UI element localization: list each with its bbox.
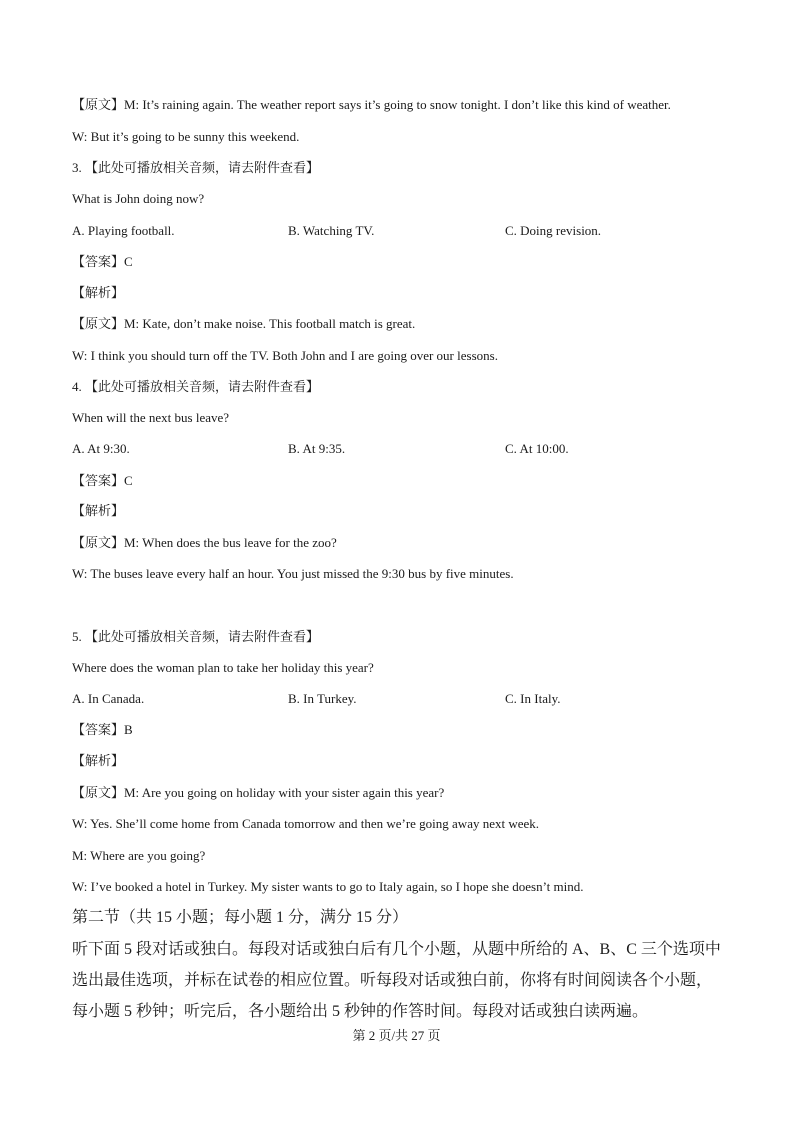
analysis-label: 【解析】 bbox=[72, 285, 125, 300]
instruction-line: 选出最佳选项，并标在试卷的相应位置。听每段对话或独白前，你将有时间阅读各个小题， bbox=[72, 972, 713, 989]
answer-line: 【答案】B bbox=[72, 722, 133, 737]
option-b: B. Watching TV. bbox=[288, 223, 375, 238]
transcript-line: 【原文】M: Kate, don’t make noise. This football match is great. bbox=[72, 316, 416, 331]
analysis-label: 【解析】 bbox=[72, 503, 125, 518]
transcript-line: M: Where are you going? bbox=[72, 848, 206, 863]
page-number: 第 2 页/共 27 页 bbox=[352, 1028, 441, 1043]
transcript-line: W: But it’s going to be sunny this weekend. bbox=[72, 129, 300, 144]
option-b: B. At 9:35. bbox=[288, 441, 346, 456]
option-a: A. Playing football. bbox=[72, 223, 175, 238]
transcript-line: W: The buses leave every half an hour. You just missed the 9:30 bus by five minutes. bbox=[72, 566, 514, 581]
option-b: B. In Turkey. bbox=[288, 691, 357, 706]
question-text: Where does the woman plan to take her holiday this year? bbox=[72, 660, 374, 675]
transcript-line: W: Yes. She’ll come home from Canada tomorrow and then we’re going away next week. bbox=[72, 816, 540, 831]
answer-line: 【答案】C bbox=[72, 254, 133, 269]
instruction-line: 每小题 5 秒钟；听完后，各小题给出 5 秒钟的作答时间。每段对话或独白读两遍。 bbox=[72, 1003, 649, 1020]
option-a: A. In Canada. bbox=[72, 691, 145, 706]
question-header: 5. 【此处可播放相关音频，请去附件查看】 bbox=[72, 629, 320, 644]
answer-line: 【答案】C bbox=[72, 473, 133, 488]
transcript-line: 【原文】M: It’s raining again. The weather report says it’s going to snow tonight. I don’t like this kind of weather. bbox=[72, 97, 671, 112]
instruction-line: 听下面 5 段对话或独白。每段对话或独白后有几个小题，从题中所给的 A、B、C 三个选项中 bbox=[72, 941, 721, 958]
transcript-line: W: I think you should turn off the TV. Both John and I are going over our lessons. bbox=[72, 348, 498, 363]
transcript-line: 【原文】M: Are you going on holiday with your sister again this year? bbox=[72, 785, 445, 800]
option-a: A. At 9:30. bbox=[72, 441, 130, 456]
question-header: 3. 【此处可播放相关音频，请去附件查看】 bbox=[72, 160, 320, 175]
section-title: 第二节（共 15 小题；每小题 1 分，满分 15 分） bbox=[72, 909, 409, 926]
question-text: What is John doing now? bbox=[72, 191, 205, 206]
transcript-line: W: I’ve booked a hotel in Turkey. My sister wants to go to Italy again, so I hope she doesn’t mind. bbox=[72, 879, 584, 894]
option-c: C. Doing revision. bbox=[505, 223, 602, 238]
option-c: C. In Italy. bbox=[505, 691, 561, 706]
analysis-label: 【解析】 bbox=[72, 753, 125, 768]
question-text: When will the next bus leave? bbox=[72, 410, 230, 425]
transcript-line: 【原文】M: When does the bus leave for the zoo? bbox=[72, 535, 337, 550]
question-header: 4. 【此处可播放相关音频，请去附件查看】 bbox=[72, 379, 320, 394]
option-c: C. At 10:00. bbox=[505, 441, 569, 456]
